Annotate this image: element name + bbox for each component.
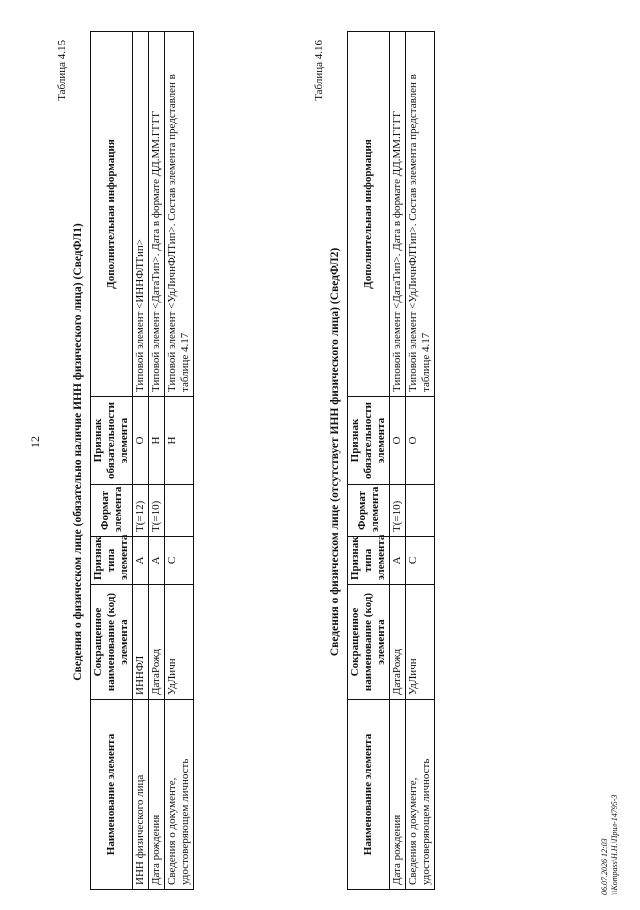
cell-name: ИНН физического лица [133,700,149,890]
table-row [149,32,165,890]
cell-required: Н [165,397,194,485]
cell-code: ДатаРожд [390,585,406,700]
cell-type: А [390,537,406,585]
page-number: 12 [28,436,42,448]
cell-format: T(=12) [133,485,149,537]
table-row [406,32,435,890]
footer-stamp [600,795,620,895]
col-header-type: Признак типа элемента [91,537,133,585]
col-header-format: Формат элемента [348,485,390,537]
cell-required: Н [149,397,165,485]
col-header-type: Признак типа элемента [348,537,390,585]
cell-name: Дата рождения [390,700,406,890]
table-row [133,32,149,890]
col-header-format: Формат элемента [91,485,133,537]
col-header-name: Наименование элемента [348,700,390,890]
table-title: Сведения о физическом лице (обязательно наличие ИНН физического лица) (СведФЛ1) [72,223,84,681]
footer-path: \\Kompass\Н.Н.\Прил-14795-3 [610,794,619,895]
cell-name: Дата рождения [149,700,165,890]
cell-type: С [406,537,435,585]
cell-code: УдЛичн [165,585,194,700]
cell-type: С [165,537,194,585]
col-header-info: Дополнительная информация [348,32,390,397]
cell-required: О [133,397,149,485]
cell-name: Сведения о документе, удостоверяющем личность [165,700,194,890]
cell-info: Типовой элемент <ИННФЛТип> [133,32,149,397]
cell-required: О [406,397,435,485]
col-header-info: Дополнительная информация [91,32,133,397]
cell-info: Типовой элемент <ДатаТип>. Дата в формате ДД.ММ.ГГГГ [390,32,406,397]
cell-format [406,485,435,537]
col-header-name: Наименование элемента [91,700,133,890]
col-header-code: Сокращенное наименование (код) элемента [348,585,390,700]
cell-format: T(=10) [149,485,165,537]
table-section-4-15 [55,14,194,890]
table-section-4-16 [312,14,435,890]
table-row [390,32,406,890]
table-title: Сведения о физическом лице (отсутствует ИНН физического лица) (СведФЛ2) [329,247,341,657]
cell-code: ДатаРожд [149,585,165,700]
table-header-row [348,32,390,890]
table-label: Таблица 4.16 [313,40,325,101]
data-table [347,31,435,890]
footer-date: 06.07.2026 12:03 [600,838,609,895]
table-label: Таблица 4.15 [56,40,68,101]
table-header-row [91,32,133,890]
col-header-code: Сокращенное наименование (код) элемента [91,585,133,700]
cell-code: УдЛичн [406,585,435,700]
cell-required: О [390,397,406,485]
col-header-required: Признак обязательности элемента [91,397,133,485]
cell-format: T(=10) [390,485,406,537]
data-table [90,31,194,890]
cell-info: Типовой элемент <УдЛичнФЛТип>. Состав элемента представлен в таблице 4.17 [165,32,194,397]
cell-info: Типовой элемент <ДатаТип>. Дата в формате ДД.ММ.ГГГГ [149,32,165,397]
cell-format [165,485,194,537]
cell-type: А [133,537,149,585]
cell-info: Типовой элемент <УдЛичнФЛТип>. Состав элемента представлен в таблице 4.17 [406,32,435,397]
cell-code: ИННФЛ [133,585,149,700]
col-header-required: Признак обязательности элемента [348,397,390,485]
cell-type: А [149,537,165,585]
table-row [165,32,194,890]
cell-name: Сведения о документе, удостоверяющем личность [406,700,435,890]
